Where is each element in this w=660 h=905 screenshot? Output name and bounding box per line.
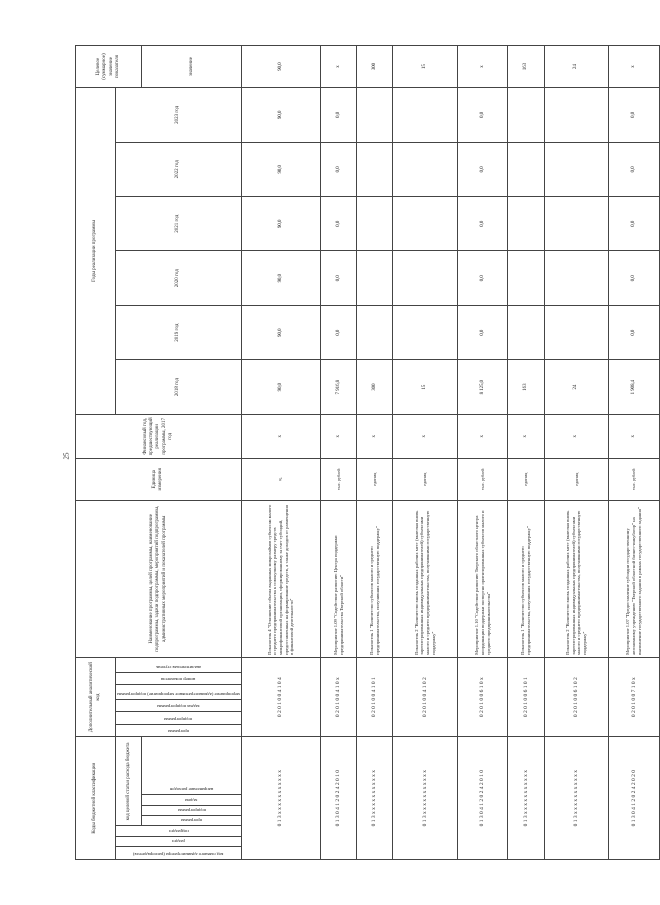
name-column-header: Наименование программы, целей программы, наименование подпрограммы, задачи подпрограммы, мероприятий подпрограммы, административных мероприятий и показателей программы [76,500,242,657]
year-2020-header: 2020 год [116,251,242,305]
row-year-value [544,88,609,143]
row-year-value [508,142,544,196]
table-row [320,46,356,860]
year-2018-header: 2018 год [116,360,242,414]
budget-codes: 0 1 3 0 4 1 2 0 2 4 2 0 1 0 [320,737,356,860]
year-2022-header: 2022 год [116,142,242,196]
analytic-codes: 0 2 0 1 0 0 4 1 0 2 [393,657,458,737]
row-year-value: 0,0 [609,251,660,305]
row-year-value: 163 [508,360,544,414]
row-unit: единиц [357,458,393,500]
row-year-value: 300 [357,360,393,414]
budget-codes: 0 1 3 0 4 1 2 0 2 4 2 0 1 0 [457,737,507,860]
an-step-header: аналитическая ступень [116,657,242,672]
page-number: 25 [62,452,71,460]
row-target: х [609,46,660,88]
row-year-value: 0,0 [609,305,660,359]
row-name: Показатель 2 "Количество вновь созданных рабочих мест (включая вновь зарегистрированных индивидуальных предпринимателей) субъектами малого и среднего предпринимательства, получившими государственную поддержку" [544,500,609,657]
row-year-value: 7 916,8 [320,360,356,414]
analytic-codes: 0 2 0 1 0 0 4 1 0 х [320,657,356,737]
target-value-subheader: значение [142,46,241,88]
task-code-header: задача [142,795,241,805]
budget-codes: 0 1 3 х х х х х х х х х х х [544,737,609,860]
row-year-value [544,142,609,196]
row-name: Мероприятие 1.10 "Содействие развитию Тверского областного центра координации поддержки экспортно ориентированных субъектов малого и среднего предпринимательства" [457,500,507,657]
row-target: 15 [393,46,458,88]
row-unit: тыс. рублей [609,458,660,500]
row-name: Показатель 1 "Количество субъектов малого и среднего предпринимательства, получивших государственную поддержку" [508,500,544,657]
row-year-value [393,142,458,196]
row-base: х [320,414,356,458]
row-year-value: 0,0 [320,251,356,305]
row-year-value: 0,0 [457,251,507,305]
row-year-value: 90,0 [241,197,320,251]
table-row [609,46,660,860]
row-year-value: 90,0 [241,360,320,414]
row-year-value: 8 125,0 [457,360,507,414]
budget-codes: 0 1 3 х х х х х х х х х х х [393,737,458,860]
row-target: 24 [544,46,609,88]
budget-codes: 0 1 3 х х х х х х х х х х х [357,737,393,860]
row-year-value [357,197,393,251]
program-group-header: Дополнительный аналитический код [76,657,116,737]
row-year-value: 0,0 [320,142,356,196]
row-year-value: 0,0 [320,197,356,251]
year-2021-header: 2021 год [116,197,242,251]
row-year-value [357,88,393,143]
row-year-value [393,88,458,143]
admin-code-header: код главного администратора (распорядителя) [116,847,242,860]
row-year-value: 0,0 [457,88,507,143]
row-base: х [457,414,507,458]
row-year-value [357,142,393,196]
row-base: х [544,414,609,458]
row-name: Показатель 1 "Количество субъектов малого и среднего предпринимательства, получивших государственную поддержку" [357,500,393,657]
years-group-header: Годы реализации программы [76,88,116,415]
row-base: х [241,414,320,458]
row-unit: единиц [393,458,458,500]
row-year-value: 0,0 [457,142,507,196]
analytic-codes: 0 2 0 1 0 0 7 1 0 х [609,657,660,737]
unit-column-header: Единица измерения [76,458,242,500]
subprogram-code-header: подпрограмма [142,805,241,815]
row-year-value: 90,0 [241,305,320,359]
analytic-codes: 0 2 0 1 0 0 6 1 0 х [457,657,507,737]
table-row [457,46,507,860]
row-name: Показатель 2 "Количество вновь созданных рабочих мест (включая вновь зарегистрированных индивидуальных предпринимателей) субъектами малого и среднего предпринимательства, получившими государственную поддержку" [393,500,458,657]
analytic-codes: 0 2 0 1 0 0 6 1 0 2 [544,657,609,737]
table-row [393,46,458,860]
row-year-value [544,197,609,251]
budget-codes: 0 1 3 х х х х х х х х х х х [508,737,544,860]
row-year-value: 0,0 [320,305,356,359]
row-year-value: 24 [544,360,609,414]
section-header: раздел [116,836,242,846]
year-2019-header: 2019 год [116,305,242,359]
table-row [544,46,609,860]
row-year-value [508,197,544,251]
row-unit: % [241,458,320,500]
rotated-table-wrapper [75,45,642,860]
row-year-value: 90,0 [241,88,320,143]
row-year-value [393,305,458,359]
row-unit: тыс. рублей [457,458,507,500]
an-task-header: задача подпрограммы [116,699,242,712]
analytic-codes: 0 2 0 1 0 0 4 1 0 1 [357,657,393,737]
row-year-value: 0,0 [457,197,507,251]
expense-sub-group-header: код целевой статьи расхода бюджета [116,737,142,826]
row-year-value: 0,0 [457,305,507,359]
row-unit: тыс. рублей [320,458,356,500]
subsection-header: подраздел [116,826,242,836]
row-base: х [508,414,544,458]
an-subprogram-header: подпрограмма [116,712,242,725]
program-code-header: программа [142,816,241,826]
row-unit: единиц [544,458,609,500]
base-year-header: Финансовый год, предшествующий реализации программы, 2017 год [76,414,242,458]
row-year-value: 15 [393,360,458,414]
row-unit: единиц [508,458,544,500]
row-year-value: 0,0 [609,197,660,251]
row-year-value: 0,0 [609,88,660,143]
row-year-value [508,251,544,305]
row-target: 90,0 [241,46,320,88]
table-row [508,46,544,860]
direction-header: направление расходов [142,737,241,795]
budget-codes: 0 1 3 0 4 1 2 0 2 4 2 0 2 0 [609,737,660,860]
row-year-value [357,251,393,305]
row-target: 300 [357,46,393,88]
row-year-value: 90,0 [241,251,320,305]
row-base: х [609,414,660,458]
an-event-header: мероприятие (административное мероприятие) подпрограммы [116,685,242,700]
row-name: Показатель 4 "Отношение объема выданных микрозаймов субъектам малого и среднего предпринимательства к совокупному размеру средств микрофинансовой организации, сформированному за счет субсидий, предоставленных на формирование средств, а также доходов от размещения в финансовой деятельности" [241,500,320,657]
row-name: Мероприятие 1.09 "Содействие развитию Центра поддержки предпринимательства Тверской области" [320,500,356,657]
row-year-value [393,251,458,305]
row-year-value: 0,0 [320,88,356,143]
an-program-header: программа [116,724,242,737]
row-year-value: 0,0 [609,142,660,196]
row-name: Мероприятие 1.07 "Предоставление субсидии государственному автономному учреждению "Тверской областной бизнес-инкубатор" на выполнение государственного задания в рамках государственного задания" [609,500,660,657]
analytic-codes: 0 2 0 1 0 0 6 1 0 1 [508,657,544,737]
row-year-value [357,305,393,359]
row-target: х [320,46,356,88]
codes-group-header: Коды бюджетной классификации [76,737,116,860]
table-row [357,46,393,860]
row-year-value [544,251,609,305]
row-year-value: 90,0 [241,142,320,196]
budget-codes: 0 1 3 х х х х х х х х х х х [241,737,320,860]
row-target: х [457,46,507,88]
table-row [241,46,320,860]
row-target: 163 [508,46,544,88]
an-indicator-header: номер показателя [116,672,242,685]
analytic-codes: 0 2 0 1 0 0 4 1 0 4 [241,657,320,737]
row-year-value [393,197,458,251]
target-column-header: Целевое (суммарное) значение показателя [76,46,142,88]
row-year-value [508,88,544,143]
row-year-value [544,305,609,359]
row-year-value: 1 908,4 [609,360,660,414]
row-base: х [393,414,458,458]
year-2023-header: 2023 год [116,88,242,143]
row-year-value [508,305,544,359]
program-table [75,45,660,860]
row-base: х [357,414,393,458]
